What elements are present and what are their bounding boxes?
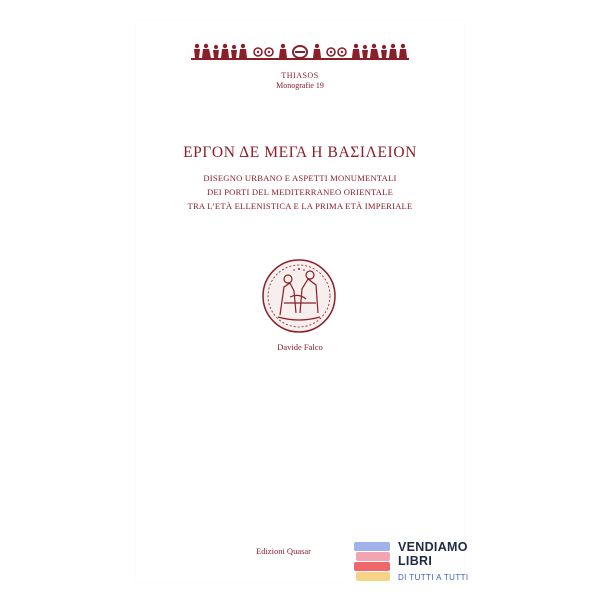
subtitle-line: DISEGNO URBANO E ASPETTI MONUMENTALI [203,173,397,183]
author-name: Davide Falco [277,342,323,352]
badge-tagline: DI TUTTI A TUTTI [398,573,469,582]
badge-title-line1: VENDIAMO [398,540,468,554]
publisher-name: Edizioni Quasar [256,546,311,556]
book-stack-icon [352,540,392,586]
book-subtitle [136,171,464,213]
subtitle-line: TRA L’ETÀ ELLENISTICA E LA PRIMA ETÀ IMPERIALE [187,201,413,211]
series-name: THIASOS [281,71,319,80]
vendiamo-libri-badge[interactable] [352,540,480,588]
series-block [136,71,464,91]
ancient-coin-icon [260,257,338,335]
subtitle-line: DEI PORTI DEL MEDITERRANEO ORIENTALE [206,187,394,197]
book-title: ΕΡΓΟΝ ΔΕ ΜΕΓΑ Η ΒΑΣΙΛΕΙΟΝ [183,144,417,161]
series-volume: Monografie 19 [276,81,324,90]
book-cover [136,20,464,582]
badge-title-line2: LIBRI [398,554,433,568]
greek-figures-frieze-icon [191,42,409,62]
